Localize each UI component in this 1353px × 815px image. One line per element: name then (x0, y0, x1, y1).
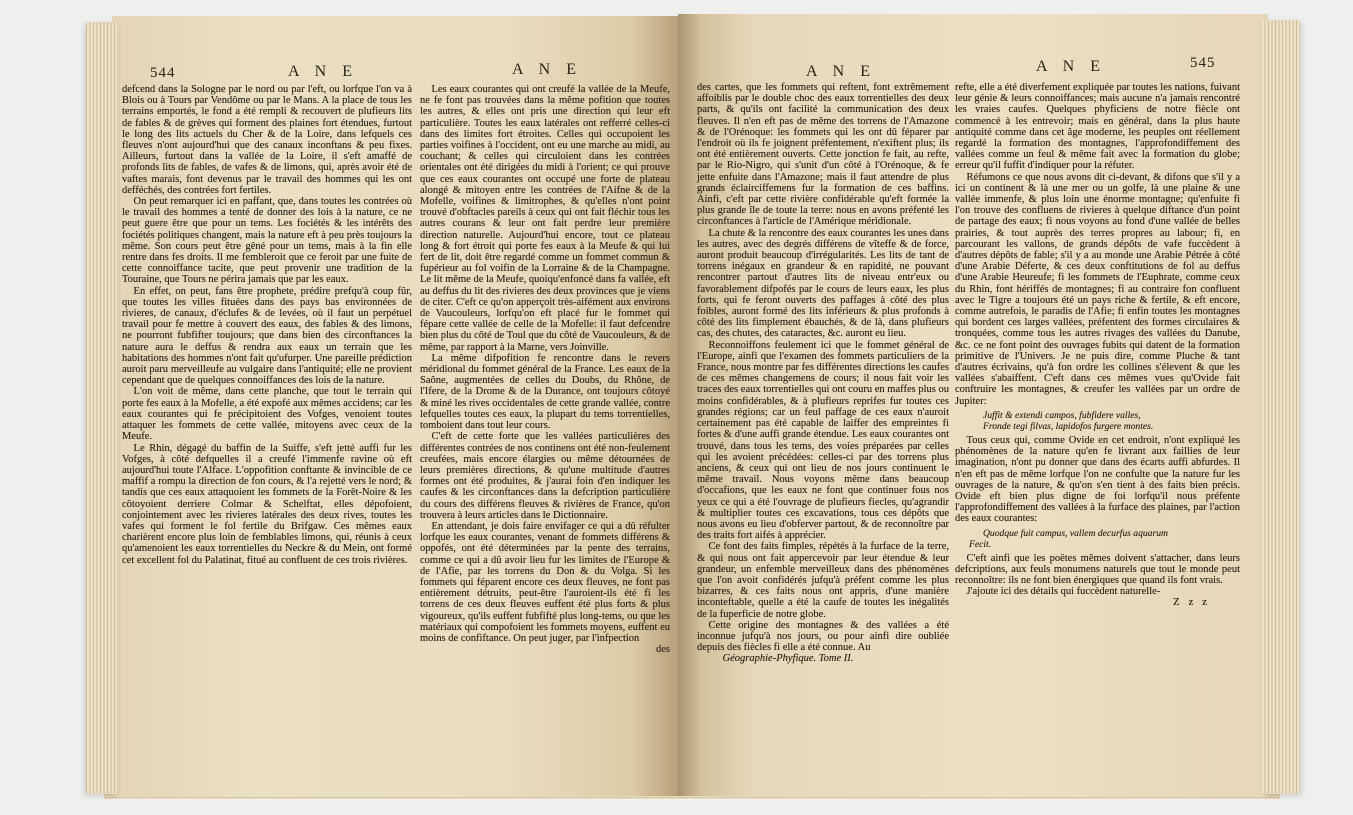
right-page (678, 14, 1268, 796)
catchword: des (656, 644, 670, 656)
paragraph: L'on voit de même, dans cette planche, que tout le terrain qui porte fes eaux à la Mofelle, a été expofé aux mêmes accidens; car les eaux courantes qui fe précipitoient des Vofges, venoient toutes attaquer les fommets de cette vallée, mitoyens avec ceux de la Meufe. (122, 386, 412, 443)
page-number-right: 545 (1190, 55, 1216, 71)
paragraph: Les eaux courantes qui ont creufé la vallée de la Meufe, ne fe font pas trouvées dans la même pofition que toutes les autres, & elles ont pris une direction qui leur eft particulière. Toutes les eaux latérales ont refferré celles-ci dans des limites fort étroites. Celles qui occupoient les parties voifines à l'occident, ont eu une marche au midi, au couchant; & celles qui circuloient dans les contrées orientales ont été dirigées du midi à l'orient; ce qui prouve que ces eaux courantes ont occupé une forte de plateau alongé & mitoyen entre les contrées de l'Aifne & de la Mofelle, voifines & limitrophes, & qu'elles n'ont point trouvé d'obftacles pareils à ceux qui ont fait fléchir tous les autres courans & leur ont fait perdre leur première direction naturelle. Aujourd'hui encore, tout ce plateau long & fort étroit qui porte fes eaux à la Meufe & qui lui fert de lit, doit être regardé comme un fommet commun & fupérieur au fol voifin de la Lorraine & de la Champagne. Le lit même de la Meufe, quoiqu'enfoncé dans fa vallée, eft au deffus du lit des rivieres des deux provinces que je viens de citer. C'eft ce qu'on apperçoit très-aifément aux environs de Vaucouleurs, lorfqu'on eft placé fur le fommet qui fépare cette vallée de celle de la Mofelle: il faut defcendre bien plus du côté de Toul que du côté de Vaucouleurs, & de même, par rapport à la Marne, vers Joinville. (420, 84, 670, 353)
paragraph: Ce font des faits fimples, répétés à la furface de la terre, & qui nous ont fait appercevoir par leur étendue & leur grandeur, un enfemble merveilleux dans des phénomènes que l'on avoit confidérés jufqu'à préfent comme les plus bizarres, & ces faits nous ont appris, d'une manière inconteftable, quelle a été la caufe de toutes les inégalités de la fuperficie de notre globe. (697, 541, 949, 620)
left-page-edges (86, 22, 118, 794)
paragraph: C'eft de cette forte que les vallées particulières des différentes contrées de nos continens ont été non-feulement creufées, mais encore élargies ou même détournées de leurs premières directions, & qu'une multitude d'autres formes ont été produites, & j'aurai foin d'en indiquer les caufes & les circonftances dans la defcription particulière du cours des différens fleuves & rivières de France, qu'on trouvera à leurs articles dans le Dictionnaire. (420, 431, 670, 521)
running-head-column-4: A N E (1036, 58, 1106, 75)
right-page-edges (1262, 20, 1300, 794)
paragraph: Cette origine des montagnes & des vallées a été inconnue jufqu'à nos jours, ou pour ainfi dire oubliée depuis des fiècles fi elle a été connue. Au (697, 619, 949, 654)
left-page (112, 16, 678, 796)
text-column-3 (697, 82, 949, 665)
paragraph: des cartes, que les fommets qui reftent, font extrêmement affoiblis par le double choc des eaux torrentielles des deux parts, & qu'ils ont facilité la communication des deux fleuves. Il n'en eft pas de même des torrens de l'Amazone & de l'Orénoque: les fommets qui les ont dû féparer par l'endroit où ils fe joignent préfentement, n'exiftent plus; ils ont été entièrement ouverts. Cette jonction fe fait, au refte, par le Rio-Nigro, qui s'unit d'un côté à l'Orénoque, & fe jette enfuite dans l'Amazone; mais il faut attendre de plus grands éclairciffemens fur la formation de ces baffins. Ainfi, c'eft par cette rivière confidérable qu'eft formée la plus grande île de toute la terre: nous en avons préfenté les circonftances à l'article de l'Amérique méridionale. (697, 82, 949, 228)
running-head-column-2: A N E (512, 61, 582, 78)
page-number-left: 544 (150, 65, 176, 81)
verse-line: Quodque fuit campus, vallem decurfus aquarum (983, 527, 1168, 539)
paragraph: J'ajoute ici des détails qui fuccèdent naturelle- (966, 586, 1161, 598)
paragraph: defcend dans la Sologne par le nord ou par l'eft, ou lorfque l'on va à Blois ou à Tours par Vendôme ou par le Mans. A la place de tous les terrains emportés, le fond a été rempli & recouvert de plufieurs lits de fables & de grèves qui forment des plaines fort étendues, furtout le long des lits actuels du Cher & de la Loire, dans lefquels ces fleuves n'ont aujourd'hui que des canaux inconftans & peu fixes. Ailleurs, furtout dans la vallée de la Loire, il s'eft amaffé de profonds lits de fables, de vafes & de limons, qui, après avoir été de vaftes marais, font devenus par le travail des hommes qui les ont defféchés, des contrées fort fertiles. (122, 84, 412, 196)
paragraph: La même difpofition fe rencontre dans le revers méridional du fommet général de la France. Les eaux de la Saône, augmentées de celles du Doubs, du Rhône, de l'Ifere, de la Drome & de la Durance, ont toujours côtoyé & miné les rives occidentales de cette grande vallée, contre lefquelles toutes ces eaux, la plupart du tems torrentielles, tomboient dans tout leur cours. (420, 352, 670, 432)
text-column-4 (955, 82, 1240, 609)
paragraph: C'eft ainfi que les poëtes mêmes doivent s'attacher, dans leurs defcriptions, aux feuls monumens naturels que tout le monde peut reconnoître: ils ne font bien énergiques que quand ils font vrais. (955, 552, 1240, 586)
paragraph: On peut remarquer ici en paffant, que, dans toutes les contrées où le travail des hommes a tenté de donner des lois à la nature, ce ne peut guere être que pour un tems. Les fociétés & les intérêts des fociétés politiques changent, mais la nature eft à peu près toujours la même. Son cours peut être gêné pour un tems, mais à la fin elle rentre dans fes droits. Il me fembleroit que ce feroit par une fuite de cette connoiffance tacite, que peut provenir une tradition de la Touraine, que Tours ne périra jamais que par les eaux. (122, 196, 412, 286)
text-column-1 (122, 84, 412, 566)
verse-line: Fecit. (969, 538, 992, 550)
latin-verse-quote (955, 410, 1240, 432)
signature-mark: Z z z (1173, 596, 1210, 609)
paragraph: En attendant, je dois faire envifager ce qui a dû réfulter lorfque les eaux courantes, venant de fommets différens & oppofés, ont été déterminées par la pente des terrains, comme ce qui a dû avoir lieu fur les limites de l'Europe & de l'Afie, par les torrens du Don & du Volga. Si les fommets qui féparent encore ces deux fleuves, ne font pas entièrement détruits, peut-être l'auroient-ils été fi les torrens de ces deux fleuves euffent été plus forts & plus vigoureux, qu'ils euffent fubfifté plus long-tems, ou que les matériaux qui compofoient les fommets moyens, euffent eu moins de confiftance. On peut juger, par l'infpection (420, 520, 670, 644)
verse-line: Fronde tegi filvas, lapidofos furgere montes. (983, 420, 1154, 432)
paragraph: La chute & la rencontre des eaux courantes les unes dans les autres, avec des degrés différens de vîteffe & de force, auront produit beaucoup d'irrégularités. Les lits de tant de torrens inégaux en grandeur & en rapidité, ne pouvant rencontrer partout d'autres lits de niveau entr'eux ou favorablement difpofés par le cours de leurs eaux, les plus forts, qui fe feront ouverts des paffages à côté des plus foibles, auront formé des lits inférieurs & plus profonds à côté des lits fimplement ébauchés, & de là, dans plufieurs cas, des chutes, des cataractes, &c. auront eu lieu. (697, 227, 949, 340)
verse-line: Juffit & extendi campos, fubfidere valles, (983, 409, 1141, 421)
text-column-2 (420, 84, 670, 655)
paragraph: refte, elle a été diverfement expliquée par toutes les nations, fuivant leur génie & leurs connoiffances; mais aucune n'a jamais rencontré les vraies caufes. Quelques phyficiens de notre fiècle ont commencé à les entrevoir; mais en général, dans la plus haute antiquité comme dans cet âge moderne, les peuples ont réellement regardé la formation des montagnes, l'approfondiffement des vallées comme un feul & même fait avec la formation du globe; erreur qu'il fuffit d'indiquer pour la réfuter. (955, 82, 1240, 172)
running-head-column-3: A N E (806, 63, 876, 80)
paragraph: Le Rhin, dégagé du baffin de la Suiffe, s'eft jetté auffi fur les Vofges, à côté defquelles il a creufé l'immenfe ravine où eft aujourd'hui toute l'Alface. L'oppofition conftante & invincible de ce maffif a rompu la direction de fon cours, & l'a rejetté vers le nord; & tandis que ces eaux attaquoient les fommets de la Forêt-Noire & les côtoyoient derriere Colmar & Schelftat, elles dépofoient, conjointement avec les rivieres latérales des deux rives, toutes les vafes qui forment le fol fertile du Brifgaw. Ces mêmes eaux charièrent encore plus loin de femblables limons, qui, réunis à ceux qu'amenoient les eaux torrentielles du Neckre & du Mein, ont formé cet excellent fol du Palatinat, fitué au confluent de ces trois rivières. (122, 442, 412, 566)
latin-verse-quote (955, 528, 1240, 550)
volume-footer: Géographie-Phyfique. Tome II. (722, 653, 854, 665)
paragraph: Réfumons ce que nous avons dit ci-devant, & difons que s'il y a ici un continent & là une mer ou un golfe, là une plaine & une vallée immenfe, & plus loin une énorme montagne; qu'enfuite fi l'on trouve des confluens de rivieres à quelque diftance d'un point de partage des eaux; fi nous voyons au fond d'une vallée de belles prairies, & tout auprès des terres propres au labour; fi, en parcourant les vallons, de grands dépôts de vafe fuccèdent à d'autres dépôts de fable; s'il y a au monde une Arabie Pétrée à côté d'une Arabie Déferte, & ces deux conftitutions de fol au deffus d'une Arabie Heureufe; fi les fommets de l'Euphrate, comme ceux du Rhin, font hériffés de montagnes; fi au contraire fon confluent avec le Tigre a toujours été un pays riche & fertile, & eft encore, comme autrefois, le paradis de l'Afie; fi enfin toutes les montagnes qui bordent ces larges vallées, préfentent des formes circulaires & tronquées, comme tous les autres rivages des vallées du Danube, &c. ce ne font point des ouvrages fubits qui datent de la formation primitive de l'Univers. Je ne puis dire, comme Pluche & tant d'autres écrivains, qu'à fon ordre les collines s'élevent & que les vallées s'abaiffent. C'eft dans ces mêmes vues qu'Ovide fait conftruire les montagnes, & creufer les vallées par un ordre de Jupiter: (955, 171, 1240, 407)
running-head-column-1: A N E (288, 63, 358, 80)
paragraph: Reconnoiffons feulement ici que le fommet général de l'Europe, ainfi que l'examen des fommets particuliers de la France, nous montre par fes différentes directions les caufes de ces mêmes changemens de cours; il nous fait voir les traces des eaux torrentielles qui ont couru en maffes plus ou moins confidérables, & à plufieurs reprifes fur toutes ces grandes régions; car un feul paffage de ces eaux n'auroit certainement pas été capable de laiffer des empreintes fi fortes & d'une auffi grande étendue. Les eaux courantes ont trouvé, dans tous les tems, des voies préparées par celles qui les avoient précédées: celles-ci par des torrens plus anciens, & ceux qui ont lieu de nos jours continuent le même travail. Nous voyons même dans beaucoup d'occafions, que les eaux ne font que continuer fous nos yeux ce qui a été l'ouvrage de plufieurs fiecles, qu'agrandir & multiplier toutes ces excavations, tous ces dépôts que nous avons eu lieu d'obferver partout, & de reconnoître par des traits fort aifés à apprécier. (697, 339, 950, 542)
paragraph: En effet, on peut, fans être prophete, prédire prefqu'à coup fûr, que toutes les villes fituées dans des pays bas environnées de rivieres, de canaux, d'éclufes & de levées, où il faut un perpétuel travail pour fe mettre à couvert des eaux, des fables & des limons, ne pourront fubfifter toujours; que dans bien des circonftances la nature aura le deffus & rendra aux eaux un terrain que les habitations des hommes n'ont fait qu'ufurper. Une pareille prédiction auroit paru merveilleufe au vulgaire dans l'antiquité; elle ne provient cependant que de quelques connoiffances des lois de la nature. (122, 285, 412, 387)
paragraph: Tous ceux qui, comme Ovide en cet endroit, n'ont expliqué les phénomènes de la nature qu'en fe livrant aux faillies de leur imagination, n'ont pu donner que dans des écarts auffi abfurdes. Il n'en eft pas de même lorfque l'on ne confulte que la nature fur les ouvrages de la nature, & qu'on s'en tient à des faits bien précis. Ovide eft bien plus digne de foi lorfqu'il nous préfente l'approfondiffement des vallées à la furface des plaines, par l'action des eaux courantes: (955, 434, 1240, 525)
